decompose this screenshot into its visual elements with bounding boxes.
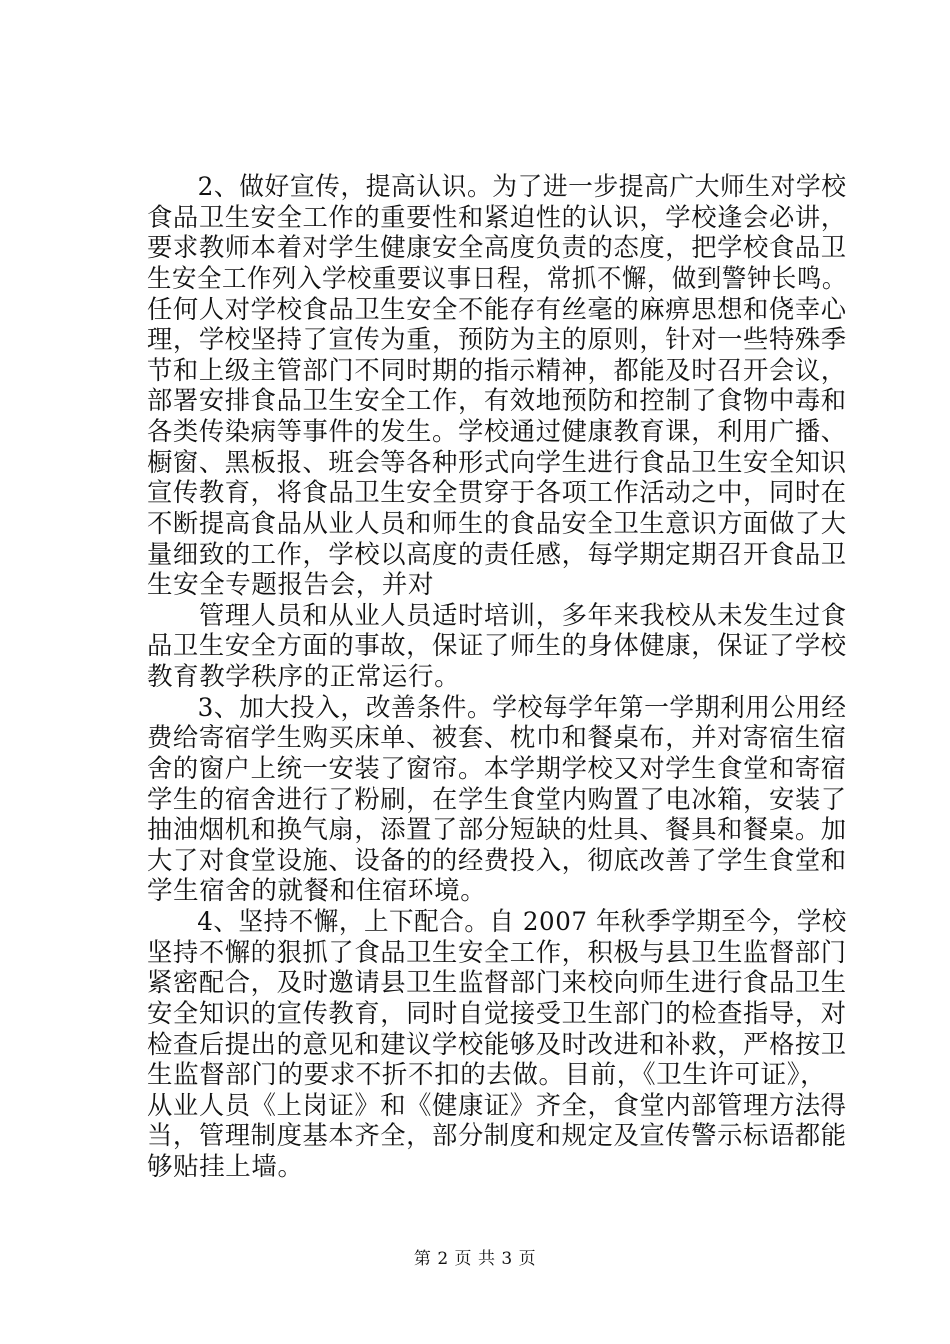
paragraph-3-line-3: 舍的窗户上统一安装了窗帘。本学期学校又对学生食堂和寄宿 <box>147 754 847 784</box>
paragraph-4-line-3: 紧密配合，及时邀请县卫生监督部门来校向师生进行食品卫生 <box>147 968 847 998</box>
paragraph-3-line-5: 抽油烟机和换气扇，添置了部分短缺的灶具、餐具和餐桌。加 <box>147 815 847 845</box>
paragraph-3-line-4: 学生的宿舍进行了粉刷，在学生食堂内购置了电冰箱，安装了 <box>147 785 847 815</box>
paragraph-2b-line-2: 品卫生安全方面的事故，保证了师生的身体健康，保证了学校 <box>147 631 847 661</box>
paragraph-2-line-6: 理，学校坚持了宣传为重，预防为主的原则，针对一些特殊季 <box>147 325 847 355</box>
paragraph-2-line-9: 各类传染病等事件的发生。学校通过健康教育课，利用广播、 <box>147 417 847 447</box>
paragraph-2-line-2: 食品卫生安全工作的重要性和紧迫性的认识，学校逢会必讲， <box>147 203 847 233</box>
paragraph-2-line-10: 橱窗、黑板报、班会等各种形式向学生进行食品卫生安全知识 <box>147 448 847 478</box>
paragraph-4-line-1: 4、坚持不懈，上下配合。自 2007 年秋季学期至今，学校 <box>147 907 847 937</box>
paragraph-4-line-9: 够贴挂上墙。 <box>147 1152 304 1182</box>
paragraph-4-line-5: 检查后提出的意见和建议学校能够及时改进和补救，严格按卫 <box>147 1030 847 1060</box>
paragraph-3-line-6: 大了对食堂设施、设备的的经费投入，彻底改善了学生食堂和 <box>147 846 847 876</box>
paragraph-2b-line-3: 教育教学秩序的正常运行。 <box>147 662 461 692</box>
paragraph-4-line-6: 生监督部门的要求不折不扣的去做。目前，《卫生许可证》， <box>147 1060 827 1090</box>
paragraph-2-line-8: 部署安排食品卫生安全工作，有效地预防和控制了食物中毒和 <box>147 386 847 416</box>
paragraph-2-line-5: 任何人对学校食品卫生安全不能存有丝毫的麻痹思想和侥幸心 <box>147 295 847 325</box>
paragraph-2-line-13: 量细致的工作，学校以高度的责任感，每学期定期召开食品卫 <box>147 540 847 570</box>
paragraph-3-line-2: 费给寄宿学生购买床单、被套、枕巾和餐桌布，并对寄宿生宿 <box>147 723 847 753</box>
paragraph-2-line-14: 生安全专题报告会，并对 <box>147 570 435 600</box>
paragraph-2-line-11: 宣传教育，将食品卫生安全贯穿于各项工作活动之中，同时在 <box>147 478 847 508</box>
paragraph-2-line-4: 生安全工作列入学校重要议事日程，常抓不懈，做到警钟长鸣。 <box>147 264 847 294</box>
paragraph-2-line-12: 不断提高食品从业人员和师生的食品安全卫生意识方面做了大 <box>147 509 847 539</box>
paragraph-2b-line-1: 管理人员和从业人员适时培训，多年来我校从未发生过食 <box>147 601 847 631</box>
paragraph-4-line-8: 当，管理制度基本齐全，部分制度和规定及宣传警示标语都能 <box>147 1121 847 1151</box>
paragraph-4-line-4: 安全知识的宣传教育，同时自觉接受卫生部门的检查指导，对 <box>147 999 847 1029</box>
page-number-footer: 第 2 页 共 3 页 <box>413 1249 537 1269</box>
paragraph-2-line-1: 2、做好宣传，提高认识。为了进一步提高广大师生对学校 <box>147 172 847 202</box>
paragraph-4-line-2: 坚持不懈的狠抓了食品卫生安全工作，积极与县卫生监督部门 <box>147 938 847 968</box>
paragraph-2-line-3: 要求教师本着对学生健康安全高度负责的态度，把学校食品卫 <box>147 233 847 263</box>
paragraph-4-line-7: 从业人员《上岗证》和《健康证》齐全，食堂内部管理方法得 <box>147 1091 847 1121</box>
paragraph-3-line-1: 3、加大投入，改善条件。学校每学年第一学期利用公用经 <box>147 693 847 723</box>
paragraph-2-line-7: 节和上级主管部门不同时期的指示精神，都能及时召开会议， <box>147 356 847 386</box>
paragraph-3-line-7: 学生宿舍的就餐和住宿环境。 <box>147 876 487 906</box>
